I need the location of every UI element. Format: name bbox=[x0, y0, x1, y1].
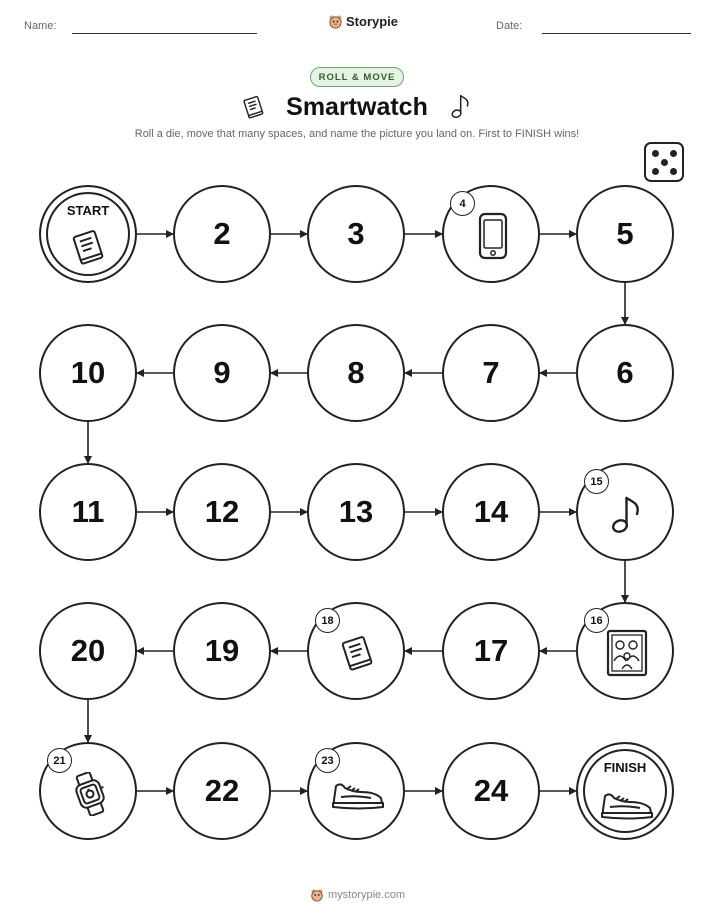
board-space-16 bbox=[576, 602, 674, 700]
sneaker-icon bbox=[600, 788, 654, 827]
space-number: 12 bbox=[204, 494, 240, 529]
sneaker-icon bbox=[331, 778, 385, 817]
board-space-15 bbox=[576, 463, 674, 561]
board-space-10 bbox=[39, 324, 137, 422]
board-space-4 bbox=[442, 185, 540, 283]
book-icon bbox=[338, 633, 378, 678]
board-space-8 bbox=[307, 324, 405, 422]
board-space-13 bbox=[307, 463, 405, 561]
space-number: 3 bbox=[347, 216, 365, 251]
board-space-5 bbox=[576, 185, 674, 283]
name-label: Name: bbox=[24, 20, 57, 32]
finish-space bbox=[576, 742, 674, 840]
board-space-17 bbox=[442, 602, 540, 700]
date-label: Date: bbox=[496, 20, 523, 32]
board-space-12 bbox=[173, 463, 271, 561]
finish-label: FINISH bbox=[603, 760, 647, 775]
space-number-badge: 4 bbox=[450, 191, 475, 216]
space-number-badge: 23 bbox=[315, 748, 340, 773]
pie-mascot-icon bbox=[310, 888, 324, 902]
space-number: 5 bbox=[616, 216, 634, 251]
roll-and-move-tag: ROLL & MOVE bbox=[310, 67, 404, 87]
book-icon bbox=[69, 227, 109, 272]
space-number: 11 bbox=[71, 494, 105, 529]
page-title: Smartwatch bbox=[286, 93, 428, 121]
space-number: 2 bbox=[213, 216, 231, 251]
space-number-badge: 21 bbox=[47, 748, 72, 773]
space-number: 14 bbox=[473, 494, 509, 529]
space-number-badge: 16 bbox=[584, 608, 609, 633]
board-space-18 bbox=[307, 602, 405, 700]
footer-url: mystorypie.com bbox=[328, 889, 406, 901]
board-space-2 bbox=[173, 185, 271, 283]
space-number: 10 bbox=[70, 355, 106, 390]
start-label: START bbox=[66, 203, 110, 218]
space-number: 19 bbox=[204, 633, 240, 668]
smartwatch-icon bbox=[70, 772, 110, 821]
board-space-9 bbox=[173, 324, 271, 422]
space-number-badge: 18 bbox=[315, 608, 340, 633]
phone-icon bbox=[478, 212, 508, 265]
board-space-20 bbox=[39, 602, 137, 700]
footer bbox=[310, 888, 405, 902]
board-space-23 bbox=[307, 742, 405, 840]
music-note-icon bbox=[607, 492, 647, 541]
instructions: Roll a die, move that many spaces, and name the picture you land on. First to FINISH wins! bbox=[134, 128, 580, 140]
family-photo-icon bbox=[606, 629, 648, 682]
board-space-19 bbox=[173, 602, 271, 700]
space-number: 9 bbox=[213, 355, 231, 390]
space-number-badge: 15 bbox=[584, 469, 609, 494]
space-number: 22 bbox=[204, 773, 240, 808]
space-number: 24 bbox=[473, 773, 509, 808]
start-space bbox=[39, 185, 137, 283]
space-number: 6 bbox=[616, 355, 634, 390]
space-number: 20 bbox=[70, 633, 106, 668]
space-number: 7 bbox=[482, 355, 500, 390]
board-space-6 bbox=[576, 324, 674, 422]
board-space-11 bbox=[39, 463, 137, 561]
brand-name: Storypie bbox=[346, 14, 399, 29]
space-number: 13 bbox=[338, 494, 374, 529]
board-space-24 bbox=[442, 742, 540, 840]
board-space-14 bbox=[442, 463, 540, 561]
board-space-21 bbox=[39, 742, 137, 840]
board-space-3 bbox=[307, 185, 405, 283]
space-number: 8 bbox=[347, 355, 365, 390]
space-number: 17 bbox=[473, 633, 509, 668]
board-space-7 bbox=[442, 324, 540, 422]
board-space-22 bbox=[173, 742, 271, 840]
